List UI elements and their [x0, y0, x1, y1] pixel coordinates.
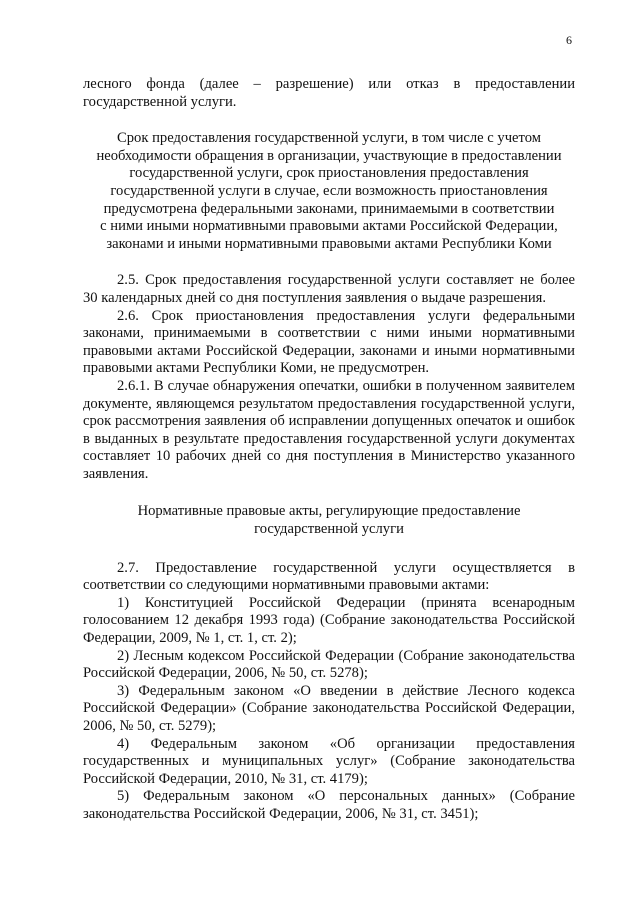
heading-line: необходимости обращения в организации, участвующие в предоставлении [96, 147, 562, 164]
spacer [83, 539, 575, 560]
clause-2-6: 2.6. Срок приостановления предоставления услуги федеральными законами, принимаемыми в соответствии с ними иными нормативными правовыми актами Российской Федерации, законами и иными нормативными правовыми актами Республики Коми, не предусмотрен. [83, 307, 575, 377]
act-item-4: 4) Федеральным законом «Об организации предоставления государственных и муниципальных услуг» (Собрание законодательства Российской Федерации, 2010, № 31, ст. 4179); [83, 735, 575, 787]
heading-line: с ними иными нормативными правовыми актами Российской Федерации, [100, 218, 558, 235]
document-body [83, 76, 575, 824]
clause-2-6-1: 2.6.1. В случае обнаружения опечатки, ошибки в полученном заявителем документе, являющемся результатом предоставления государственной услуги, срок рассмотрения заявления об исправлении допущенных опечаток и ошибок в выданных в результате предоставления государственной услуги документах составляет 10 рабочих дней со дня поступления в Министерство указанного заявления. [83, 377, 575, 482]
act-item-5: 5) Федеральным законом «О персональных данных» (Собрание законодательства Российской Федерации, 2006, № 31, ст. 3451); [83, 788, 575, 822]
spacer [83, 253, 575, 272]
intro-paragraph: лесного фонда (далее – разрешение) или отказ в предоставлении государственной услуги. [83, 76, 575, 110]
clause-2-7: 2.7. Предоставление государственной услуги осуществляется в соответствии со следующими нормативными правовыми актами: [83, 559, 575, 594]
spacer [83, 483, 575, 503]
heading-line: предусмотрена федеральными законами, принимаемыми в соответствии [103, 200, 555, 217]
page-number: 6 [566, 33, 572, 47]
heading-line: Нормативные правовые акты, регулирующие предоставление [137, 503, 521, 520]
heading-line: государственной услуги в случае, если возможность приостановления [110, 182, 548, 199]
heading-service-term [83, 130, 575, 253]
spacer [83, 111, 575, 130]
heading-legal-acts [83, 503, 575, 538]
act-item-3: 3) Федеральным законом «О введении в действие Лесного кодекса Российской Федерации» (Собрание законодательства Российской Федерации, 2006, № 50, ст. 5279); [83, 682, 575, 734]
clause-2-5: 2.5. Срок предоставления государственной услуги составляет не более 30 календарных дней со дня поступления заявления о выдаче разрешения. [83, 272, 575, 306]
heading-line: государственной услуги, срок приостановления предоставления [129, 165, 529, 182]
heading-line: законами и иными нормативными правовыми актами Республики Коми [106, 235, 552, 252]
act-item-1: 1) Конституцией Российской Федерации (принята всенародным голосованием 12 декабря 1993 года) (Собрание законодательства Российской Федерации, 2009, № 1, ст. 1, ст. 2); [83, 594, 575, 647]
heading-line: государственной услуги [254, 521, 404, 538]
heading-line: Срок предоставления государственной услуги, в том числе с учетом [117, 130, 541, 147]
act-item-2: 2) Лесным кодексом Российской Федерации (Собрание законодательства Российской Федерации, 2006, № 50, ст. 5278); [83, 647, 575, 682]
